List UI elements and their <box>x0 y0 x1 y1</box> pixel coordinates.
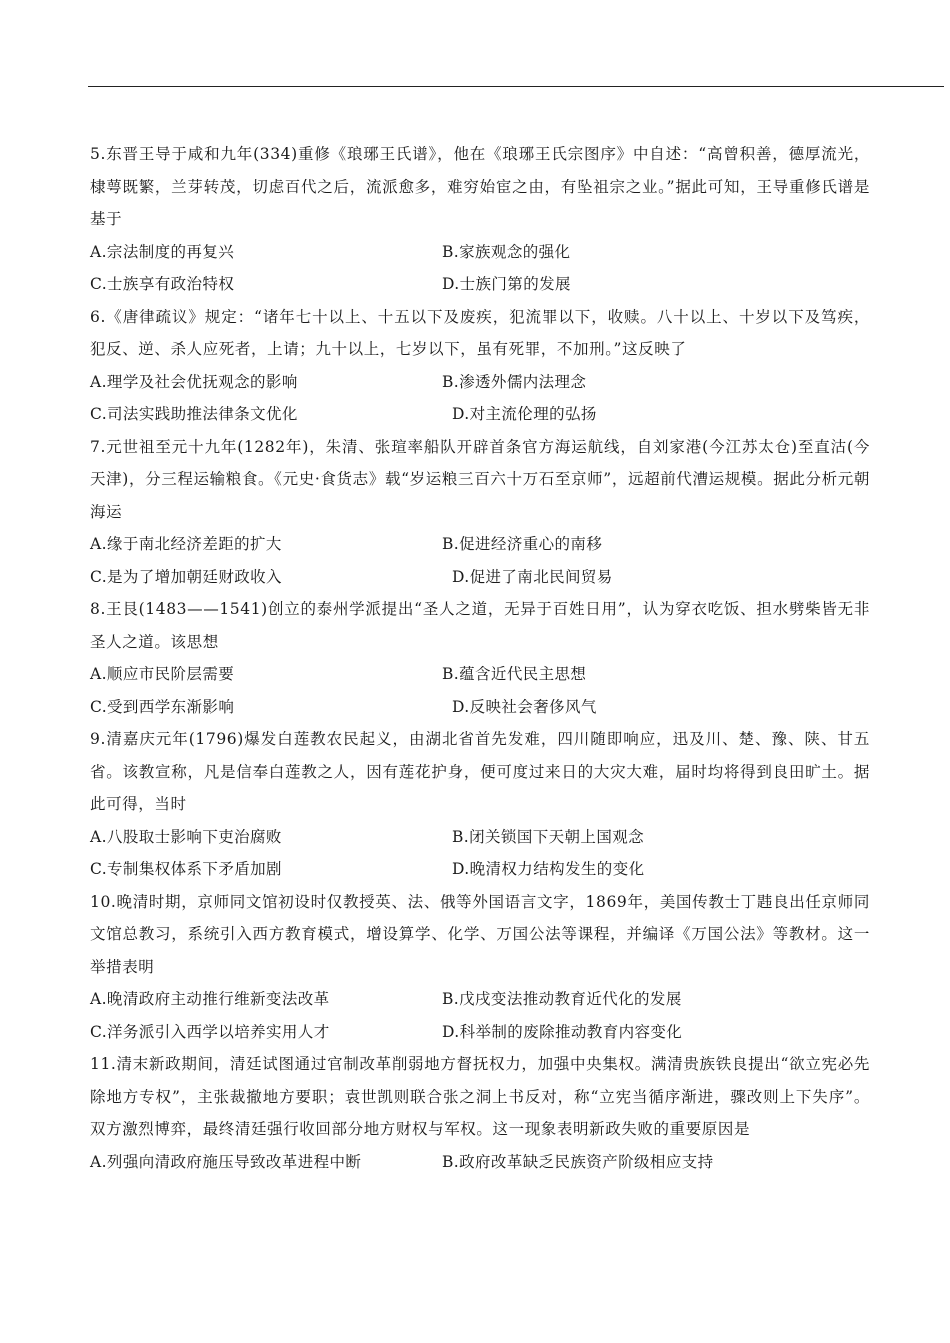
question-5 <box>90 138 870 301</box>
option-b: B.促进经济重心的南移 <box>442 535 603 553</box>
option-row <box>90 691 870 724</box>
option-row <box>90 398 870 431</box>
option-c: C.士族享有政治特权 <box>90 275 235 293</box>
option-row <box>90 561 870 594</box>
option-c: C.受到西学东渐影响 <box>90 697 235 716</box>
option-c: C.洋务派引入西学以培养实用人才 <box>90 1022 330 1041</box>
option-a: A.顺应市民阶层需要 <box>90 665 235 683</box>
option-d: D.士族门第的发展 <box>442 275 571 293</box>
question-11 <box>90 1048 870 1178</box>
question-8 <box>90 593 870 723</box>
question-stem: 6.《唐律疏议》规定：“诸年七十以上、十五以下及废疾，犯流罪以下，收赎。八十以上、十岁以下及笃疾，犯反、逆、杀人应死者，上请；九十以上，七岁以下，虽有死罪，不加刑。”这反映了 <box>90 307 870 358</box>
option-d: D.晚清权力结构发生的变化 <box>452 860 645 878</box>
option-c: C.专制集权体系下矛盾加剧 <box>90 860 282 878</box>
question-stem: 5.东晋王导于咸和九年(334)重修《琅琊王氏谱》，他在《琅琊王氏宗图序》中自述：“高曾积善，德厚流光，棣萼既繁，兰芽转茂，切虑百代之后，流派愈多，难穷始宦之由，有坠祖宗之业。”据此可知，王导重修氏谱是基于 <box>90 145 870 228</box>
option-a: A.宗法制度的再复兴 <box>90 242 235 261</box>
option-row <box>90 983 870 1016</box>
question-9 <box>90 723 870 886</box>
option-row <box>90 1016 870 1049</box>
option-row <box>90 1146 870 1179</box>
option-b: B.家族观念的强化 <box>442 242 571 261</box>
header-rule <box>88 86 944 87</box>
option-a: A.八股取士影响下吏治腐败 <box>90 827 282 846</box>
question-stem: 7.元世祖至元十九年(1282年)，朱清、张瑄率船队开辟首条官方海运航线，自刘家港(今江苏太仓)至直沽(今天津)，分三程运输粮食。《元史·食货志》载“岁运粮三百六十万石至京师”，远超前代漕运规模。据此分析元朝海运 <box>90 437 870 521</box>
question-list <box>90 138 870 1178</box>
option-c: C.是为了增加朝廷财政收入 <box>90 567 282 586</box>
option-row <box>90 528 870 561</box>
option-d: D.对主流伦理的弘扬 <box>452 405 597 423</box>
option-a: A.缘于南北经济差距的扩大 <box>90 535 282 553</box>
option-b: B.戊戌变法推动教育近代化的发展 <box>442 990 682 1008</box>
option-a: A.晚清政府主动推行维新变法改革 <box>90 990 330 1008</box>
option-c: C.司法实践助推法律条文优化 <box>90 405 298 423</box>
option-b: B.渗透外儒内法理念 <box>442 372 587 391</box>
question-6 <box>90 301 870 431</box>
option-a: A.列强向清政府施压导致改革进程中断 <box>90 1152 362 1171</box>
option-row <box>90 366 870 399</box>
question-stem: 9.清嘉庆元年(1796)爆发白莲教农民起义，由湖北省首先发难，四川随即响应，迅及川、楚、豫、陕、甘五省。该教宣称，凡是信奉白莲教之人，因有莲花护身，便可度过来日的大灾大难，届时均将得到良田旷土。据此可得，当时 <box>90 730 870 813</box>
option-b: B.闭关锁国下天朝上国观念 <box>452 827 645 846</box>
option-row <box>90 658 870 691</box>
question-stem: 11.清末新政期间，清廷试图通过官制改革削弱地方督抚权力，加强中央集权。满清贵族铁良提出“欲立宪必先除地方专权”，主张裁撤地方要职；袁世凯则联合张之洞上书反对，称“立宪当循序渐进，骤改则上下失序”。双方激烈博弈，最终清廷强行收回部分地方财权与军权。这一现象表明新政失败的重要原因是 <box>90 1055 870 1138</box>
question-stem: 10.晚清时期，京师同文馆初设时仅教授英、法、俄等外国语言文字，1869年，美国传教士丁韪良出任京师同文馆总教习，系统引入西方教育模式，增设算学、化学、万国公法等课程，并编译《万国公法》等教材。这一举措表明 <box>90 892 870 976</box>
option-row <box>90 268 870 301</box>
option-b: B.蕴含近代民主思想 <box>442 665 587 683</box>
option-row <box>90 821 870 854</box>
option-a: A.理学及社会优抚观念的影响 <box>90 372 298 391</box>
question-7 <box>90 431 870 594</box>
question-10 <box>90 886 870 1049</box>
option-d: D.促进了南北民间贸易 <box>452 567 613 586</box>
question-stem: 8.王艮(1483——1541)创立的泰州学派提出“圣人之道，无异于百姓日用”，认为穿衣吃饭、担水劈柴皆无非圣人之道。该思想 <box>90 600 870 651</box>
option-d: D.科举制的废除推动教育内容变化 <box>442 1022 683 1041</box>
option-row <box>90 236 870 269</box>
option-d: D.反映社会奢侈风气 <box>452 697 597 716</box>
option-row <box>90 853 870 886</box>
option-b: B.政府改革缺乏民族资产阶级相应支持 <box>442 1152 714 1171</box>
